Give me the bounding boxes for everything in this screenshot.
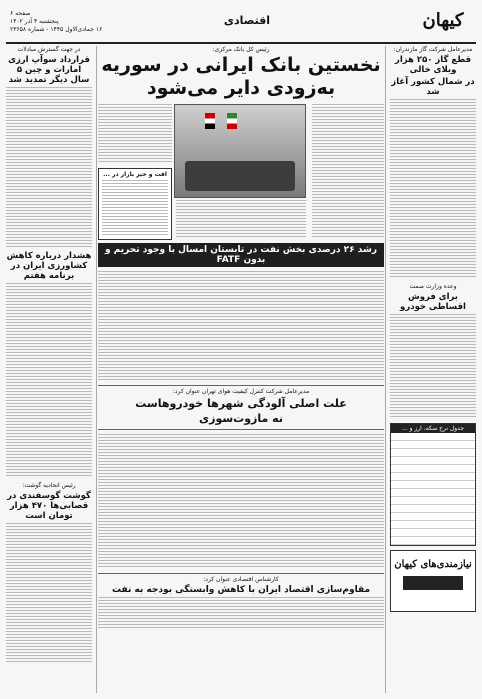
- newspaper-logo: کیهان: [422, 10, 464, 31]
- date-line: [10, 10, 130, 34]
- left-headline: قرارداد سوآپ ارزی امارات و چین ۵ سال دیگر تمدید شد: [8, 55, 90, 85]
- main-headline-2: به‌زودی دایر می‌شود: [146, 77, 336, 99]
- meeting-table-shape: [185, 161, 295, 191]
- pollution-article-text: [98, 434, 384, 569]
- center-area: [98, 46, 384, 693]
- left-story3-text: [6, 523, 92, 663]
- meeting-photo: [174, 104, 306, 198]
- bottom-headline: مقاوم‌سازی اقتصاد ایران با کاهش وابستگی بودجه به نفت: [111, 585, 371, 595]
- right-story2-headline: برای فروش اقساطی خودرو: [400, 292, 466, 312]
- pollution-headline-2: نه مازوت‌سوزی: [199, 412, 283, 425]
- pollution-story-header: [98, 385, 384, 430]
- main-story-text-right: [312, 104, 384, 239]
- side-box: [98, 168, 172, 240]
- classifieds-ad-title: نیازمندی‌های کیهان: [394, 559, 472, 570]
- right-story2-text: [390, 314, 476, 419]
- issue-text: ۱۶ جمادی‌الاول ۱۴۴۵ - شماره ۲۳۶۵۸: [10, 26, 103, 33]
- left-story2-headline: هشدار درباره کاهش کشاورزی ایران در برنامه هفتم: [6, 251, 92, 281]
- rates-table-grid: [391, 433, 475, 545]
- left-column: [6, 46, 97, 693]
- rates-table: [390, 423, 476, 546]
- main-story-block: [98, 104, 384, 239]
- main-story-text-mid: [176, 200, 306, 239]
- oil-article-text: [98, 271, 384, 381]
- pollution-headline-1: علت اصلی آلودگی شهرها خودروهاست: [135, 397, 347, 410]
- classifieds-ad: [390, 550, 476, 612]
- flag-shape-2: [227, 113, 237, 129]
- right-story2-kicker: وعده وزارت صمت: [409, 283, 457, 290]
- section-title: اقتصادی: [223, 14, 271, 27]
- right-kicker: مدیرعامل شرکت گاز مازندران:: [393, 46, 473, 53]
- right-headline-2: در شمال کشور آغاز شد: [391, 77, 475, 97]
- oil-banner-headline: رشد ۲۶ درصدی بخش نفت در تابستان امسال با وجود تحریم و بدون FATF: [98, 243, 384, 267]
- side-box-headline: افت و خیز بازار در ...: [103, 171, 167, 178]
- left-story3-kicker: رئیس اتحادیه گوشت:: [22, 482, 76, 489]
- right-headline-1: قطع گاز ۲۵۰ هزار ویلای خالی: [394, 55, 472, 75]
- left-story2-text: [6, 283, 92, 478]
- left-article-text: [6, 87, 92, 247]
- page-number: صفحه ۶: [10, 10, 31, 17]
- flag-shape-1: [205, 113, 215, 129]
- left-story3-headline: گوشت گوسفندی در قصابی‌ها ۴۷۰ هزار تومان است: [7, 491, 91, 521]
- masthead: [6, 4, 476, 44]
- right-article-text: [390, 99, 476, 279]
- bottom-story-header: [98, 573, 384, 595]
- main-headline-1: نخستین بانک ایرانی در سوریه: [101, 54, 381, 76]
- bottom-article-text: [98, 597, 384, 629]
- main-story-text-left: [98, 104, 172, 164]
- classifieds-ad-banner: [403, 576, 463, 590]
- side-box-text: [102, 180, 168, 235]
- main-kicker: رئیس کل بانک مرکزی:: [212, 46, 270, 53]
- right-column: [385, 46, 476, 693]
- bottom-kicker: کارشناس اقتصادی عنوان کرد:: [203, 576, 279, 583]
- date-text: پنجشنبه ۴ آذر ۱۴۰۲: [10, 18, 59, 25]
- left-kicker: در جهت گسترش مبادلات: [17, 46, 81, 53]
- rates-table-title: جدول نرخ سکه، ارز و ...: [391, 424, 475, 433]
- pollution-kicker: مدیرعامل شرکت کنترل کیفیت هوای تهران عنوان کرد:: [172, 388, 310, 395]
